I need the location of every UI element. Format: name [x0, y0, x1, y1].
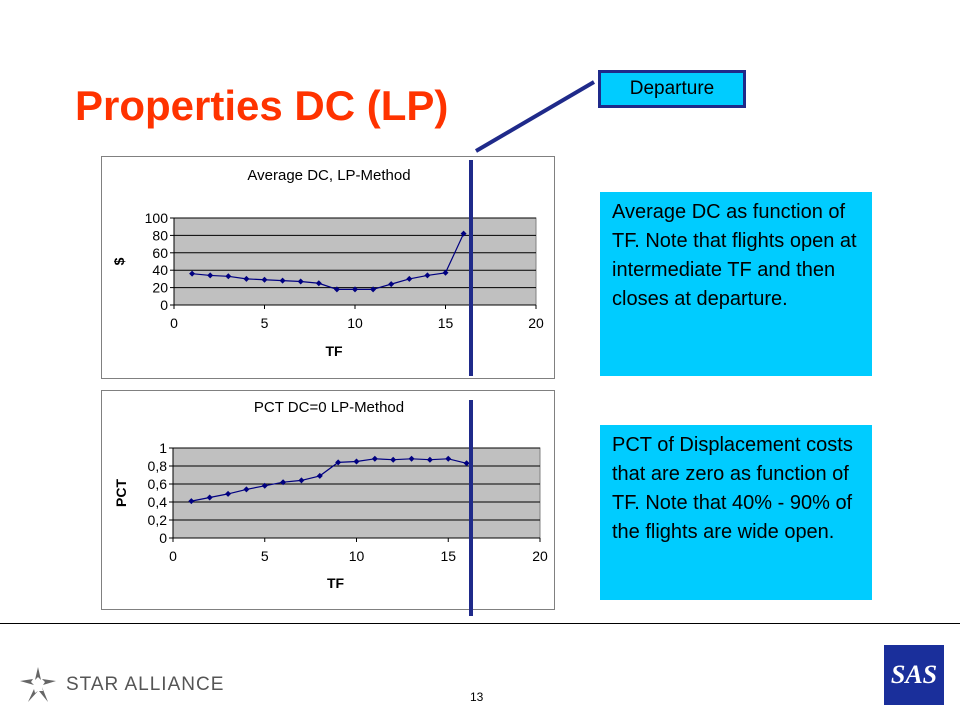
y-axis-label: $ — [111, 257, 127, 266]
departure-pointer-line — [476, 82, 594, 151]
x-axis-label: TF — [325, 343, 343, 359]
x-tick-label: 0 — [169, 548, 177, 564]
y-tick-label: 0,2 — [147, 512, 167, 528]
y-tick-label: 0,6 — [147, 476, 167, 492]
sas-logo — [884, 645, 944, 705]
star-alliance-icon — [18, 665, 58, 705]
x-tick-label: 10 — [347, 315, 363, 331]
y-axis-label: PCT — [113, 479, 129, 507]
y-tick-label: 0,8 — [147, 458, 167, 474]
y-tick-label: 0 — [160, 297, 168, 313]
departure-callout: Departure — [598, 70, 746, 108]
y-tick-label: 40 — [152, 262, 168, 279]
chart-title: Average DC, LP-Method — [247, 167, 411, 184]
y-tick-label: 100 — [144, 210, 168, 226]
page-number: 13 — [470, 690, 484, 704]
star-alliance-label: STAR ALLIANCE — [66, 674, 225, 695]
x-tick-label: 5 — [260, 315, 269, 331]
y-tick-label: 1 — [159, 440, 167, 456]
y-tick-label: 60 — [152, 244, 168, 261]
y-tick-label: 80 — [152, 227, 168, 244]
x-tick-label: 10 — [348, 548, 365, 564]
x-tick-label: 15 — [440, 548, 457, 564]
y-tick-label: 0 — [159, 530, 167, 546]
x-tick-label: 5 — [260, 548, 269, 564]
x-tick-label: 0 — [170, 315, 178, 331]
x-axis-label: TF — [326, 575, 345, 591]
note-average-dc: Average DC as function of TF. Note that flights open at intermediate TF and then closes at departure. — [600, 192, 872, 376]
chart-title: PCT DC=0 LP-Method — [253, 399, 405, 416]
footer-divider — [0, 623, 960, 624]
note-pct-displacement: PCT of Displacement costs that are zero as function of TF. Note that 40% - 90% of the flights are wide open. — [600, 425, 872, 600]
slide-title: Properties DC (LP) — [75, 82, 449, 129]
sas-logo-text: SAS — [890, 660, 938, 689]
x-tick-label: 20 — [528, 315, 544, 331]
y-tick-label: 20 — [152, 279, 168, 296]
x-tick-label: 20 — [532, 548, 548, 564]
y-tick-label: 0,4 — [147, 494, 167, 510]
x-tick-label: 15 — [437, 315, 454, 331]
